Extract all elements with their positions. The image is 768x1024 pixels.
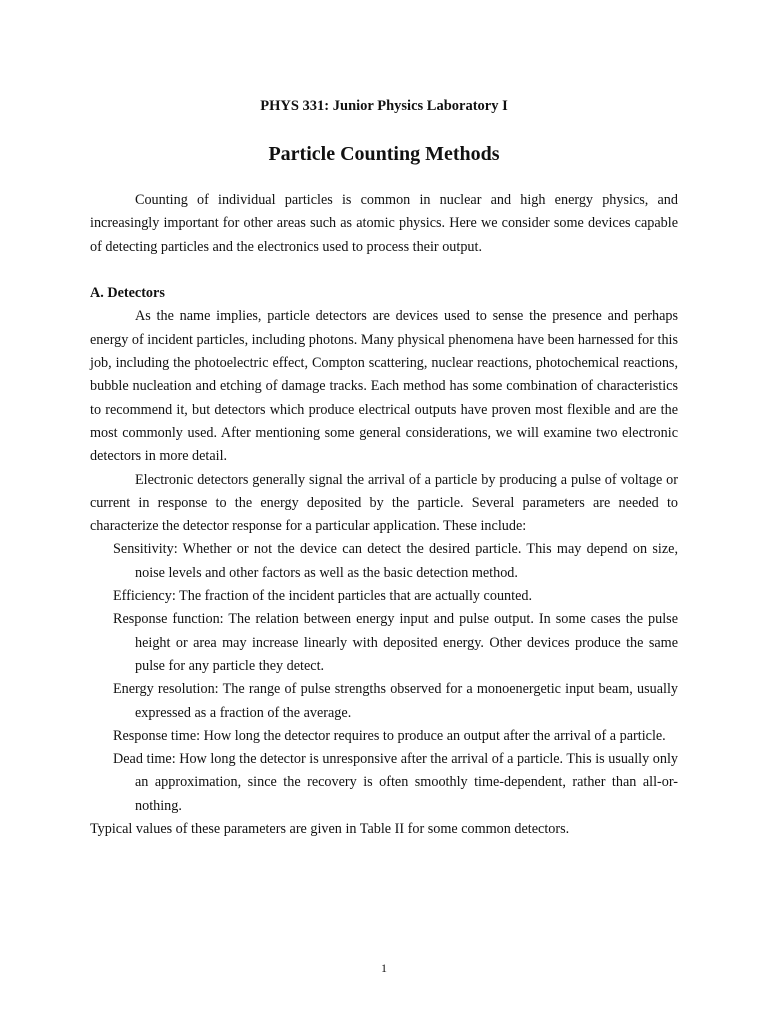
course-title: PHYS 331: Junior Physics Laboratory I: [260, 98, 508, 114]
document-body: [90, 189, 678, 841]
parameter-response-function: Response function: The relation between energy input and pulse output. In some cases the pulse height or area may increase linearly with deposited energy. Other devices produce the same pulse for any particle they detect.: [113, 611, 678, 674]
section-heading-detectors: A. Detectors: [90, 285, 165, 302]
parameter-response-time: Response time: How long the detector requires to produce an output after the arrival of a particle.: [113, 727, 666, 744]
document-title: Particle Counting Methods: [268, 143, 500, 165]
parameter-energy-resolution: Energy resolution: The range of pulse strengths observed for a monoenergetic input beam, usually expressed as a fraction of the average.: [113, 681, 678, 721]
page-number: 1: [381, 961, 387, 975]
parameter-efficiency: Efficiency: The fraction of the incident particles that are actually counted.: [113, 588, 533, 605]
detectors-paragraph-2: Electronic detectors generally signal the arrival of a particle by producing a pulse of voltage or current in response to the energy deposited by the particle. Several parameters are needed to characterize the detector response for a particular application. These include:: [90, 471, 678, 535]
detectors-paragraph-1: As the name implies, particle detectors are devices used to sense the presence and perhaps energy of incident particles, including photons. Many physical phenomena have been harnessed for this job, including the photoelectric effect, Compton scattering, nuclear reactions, photochemical reactions, bubble nucleation and etching of damage tracks. Each method has some combination of characteristics to recommend it, but detectors which produce electrical outputs have proven most flexible and are the most commonly used. After mentioning some general considerations, we will examine two electronic detectors in more detail.: [90, 308, 678, 465]
section-spacer: [90, 259, 678, 282]
intro-paragraph: Counting of individual particles is common in nuclear and high energy physics, and increasingly important for other areas such as atomic physics. Here we consider some devices capable of detecting particles and the electronics used to process their output.: [90, 192, 678, 255]
parameter-dead-time: Dead time: How long the detector is unresponsive after the arrival of a particle. This is usually only an approximation, since the recovery is often smoothly time-dependent, rather than all-or-nothing.: [113, 751, 678, 814]
parameter-sensitivity: Sensitivity: Whether or not the device can detect the desired particle. This may depend on size, noise levels and other factors as well as the basic detection method.: [113, 541, 678, 581]
parameter-list: [90, 538, 678, 818]
closing-paragraph: Typical values of these parameters are given in Table II for some common detectors.: [90, 821, 570, 838]
